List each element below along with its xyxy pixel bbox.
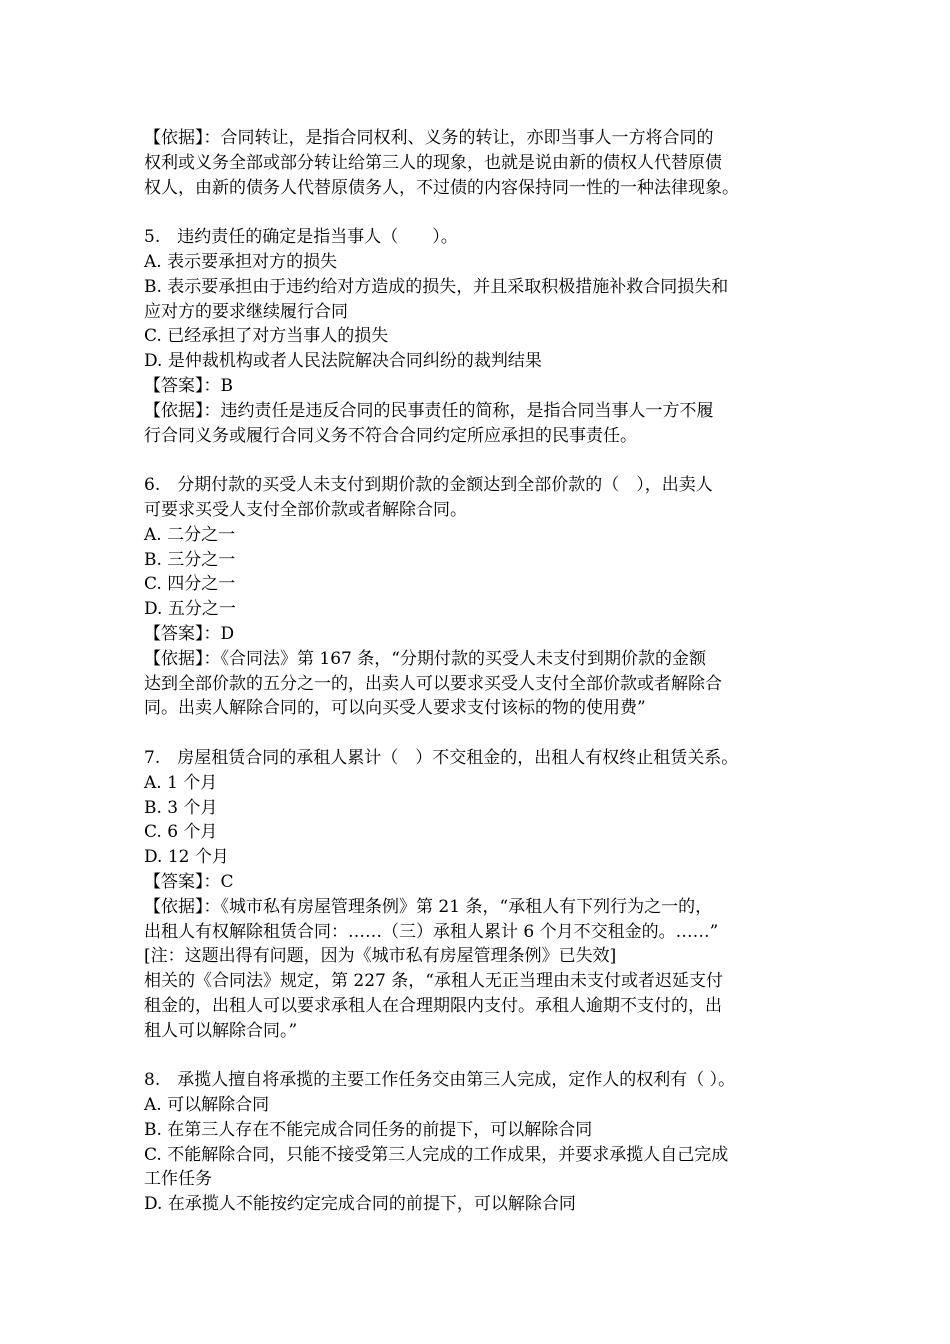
question-8 <box>144 1068 819 1217</box>
question-stem-cont: 可要求买受人支付全部价款或者解除合同。 <box>144 499 467 520</box>
option-c-cont: 工作任务 <box>144 1169 212 1190</box>
option-b: B. 3 个月 <box>144 797 218 818</box>
answer-line: 【答案】：D <box>144 623 235 644</box>
intro-block <box>144 126 819 200</box>
option-a: A. 表示要承担对方的损失 <box>144 251 338 272</box>
option-b: B. 在第三人存在不能完成合同任务的前提下，可以解除合同 <box>144 1119 593 1140</box>
answer-line: 【答案】：C <box>144 871 234 892</box>
related-law-line: 相关的《合同法》规定，第 227 条，“承租人无正当理由未支付或者迟延支付 <box>144 971 723 992</box>
question-stem: 6. 分期付款的买受人未支付到期价款的金额达到全部价款的（ ），出卖人 <box>144 475 713 496</box>
option-d: D. 12 个月 <box>144 847 229 868</box>
answer-line: 【答案】：B <box>144 375 233 396</box>
option-b: B. 三分之一 <box>144 549 236 570</box>
related-law-line: 租人可以解除合同。” <box>144 1020 298 1041</box>
basis-line: 达到全部价款的五分之一的，出卖人可以要求买受人支付全部价款或者解除合 <box>144 673 722 694</box>
question-stem: 7. 房屋租赁合同的承租人累计（ ）不交租金的，出租人有权终止租赁关系。 <box>144 747 739 768</box>
option-a: A. 1 个月 <box>144 772 218 793</box>
note-line: [注：这题出得有问题，因为《城市私有房屋管理条例》已失效] <box>144 946 617 967</box>
text-line: 【依据】：合同转让，是指合同权利、义务的转让，亦即当事人一方将合同的 <box>144 128 714 148</box>
text-line: 权人，由新的债务人代替原债务人，不过债的内容保持同一性的一种法律现象。 <box>144 177 739 198</box>
paragraph-gap <box>144 1043 819 1068</box>
option-d: D. 是仲裁机构或者人民法院解决合同纠纷的裁判结果 <box>144 351 542 372</box>
basis-line: 行合同义务或履行合同义务不符合合同约定所应承担的民事责任。 <box>144 425 637 446</box>
option-c: C. 不能解除合同，只能不接受第三人完成的工作成果，并要求承揽人自己完成 <box>144 1144 729 1165</box>
related-law-line: 租金的，出租人可以要求承租人在合理期限内支付。承租人逾期不支付的，出 <box>144 995 722 1016</box>
text-line: 权利或义务全部或部分转让给第三人的现象，也就是说由新的债权人代替原债 <box>144 152 722 173</box>
basis-line: 出租人有权解除租赁合同：……（三）承租人累计 6 个月不交租金的。……” <box>144 921 719 942</box>
option-d: D. 五分之一 <box>144 599 236 620</box>
paragraph-gap <box>144 721 819 746</box>
basis-line: 【依据】：《城市私有房屋管理条例》第 21 条，“承租人有下列行为之一的， <box>144 896 713 917</box>
question-stem: 8. 承揽人擅自将承揽的主要工作任务交由第三人完成，定作人的权利有（ ）。 <box>144 1070 736 1091</box>
paragraph-gap <box>144 200 819 225</box>
question-7 <box>144 746 819 1044</box>
option-a: A. 可以解除合同 <box>144 1095 270 1116</box>
basis-line: 同。出卖人解除合同的，可以向买受人要求支付该标的物的使用费” <box>144 698 646 719</box>
document-body <box>144 126 819 1217</box>
option-c: C. 四分之一 <box>144 574 236 595</box>
option-a: A. 二分之一 <box>144 524 236 545</box>
question-5 <box>144 225 819 448</box>
question-stem: 5. 违约责任的确定是指当事人（ ）。 <box>144 227 458 248</box>
paragraph-gap <box>144 448 819 473</box>
question-6 <box>144 473 819 721</box>
option-c: C. 6 个月 <box>144 822 218 843</box>
option-d: D. 在承揽人不能按约定完成合同的前提下，可以解除合同 <box>144 1194 576 1215</box>
option-b-cont: 应对方的要求继续履行合同 <box>144 301 348 322</box>
option-c: C. 已经承担了对方当事人的损失 <box>144 326 389 347</box>
basis-line: 【依据】：违约责任是违反合同的民事责任的简称，是指合同当事人一方不履 <box>144 400 714 421</box>
option-b: B. 表示要承担由于违约给对方造成的损失，并且采取积极措施补救合同损失和 <box>144 276 729 297</box>
basis-line: 【依据】：《合同法》第 167 条，“分期付款的买受人未支付到期价款的金额 <box>144 648 706 669</box>
